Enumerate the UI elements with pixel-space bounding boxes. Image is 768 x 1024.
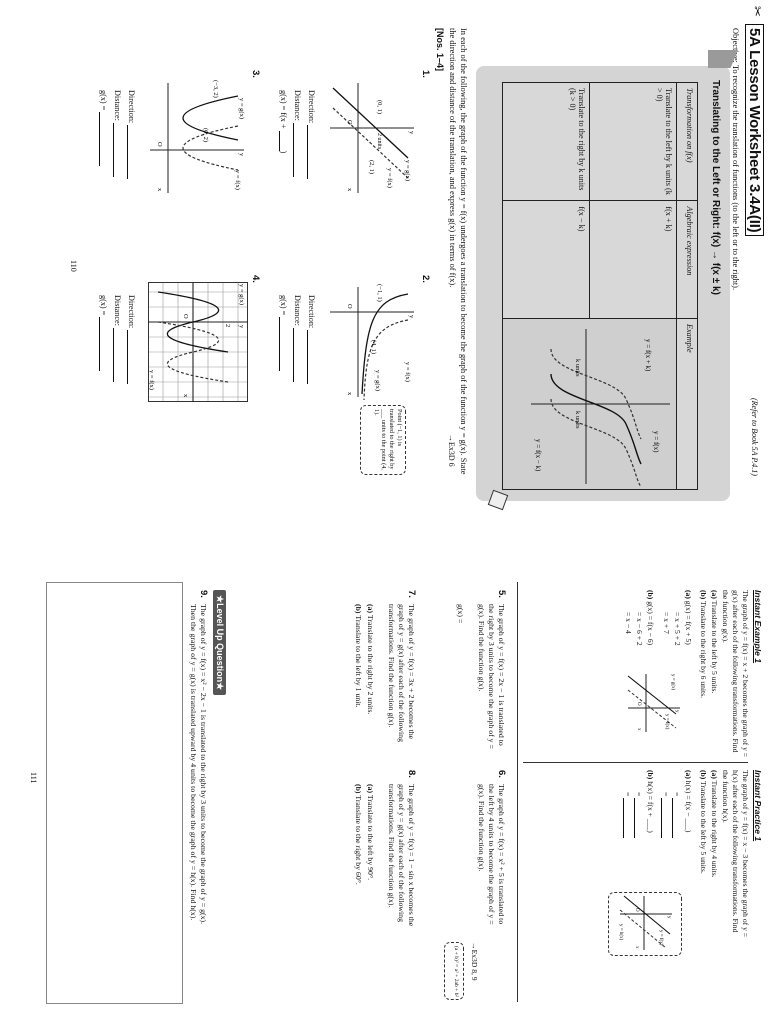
q2-curve-f: [362, 294, 408, 394]
example2-label: O: [634, 908, 639, 912]
example2-graph: [618, 894, 674, 952]
q1-label: x: [346, 188, 353, 192]
example1-part-b: (b) Translate to the right by 6 units.: [699, 590, 708, 699]
q1-line-g: [333, 88, 408, 158]
q8-part-a-text: Translate to the left by 90°.: [366, 794, 375, 881]
q3-direction-text: Direction:: [127, 90, 136, 124]
q8-part-a: (a) Translate to the left by 90°.: [366, 784, 375, 881]
q4-label: 2: [224, 324, 231, 328]
example2-sol-a-blank[interactable]: [661, 798, 670, 838]
q3-gx-label: [99, 90, 108, 166]
q3-curve-g: [183, 96, 238, 143]
example2-sol-b-line: h(x) = f(x + ___): [646, 781, 655, 833]
example1-label: x: [636, 728, 641, 731]
example-label: y = f(x − k): [533, 439, 542, 472]
question-number: 2.: [420, 275, 431, 283]
q3-label: y: [238, 153, 245, 157]
example1-sol-a-line: g(x) = f(x + 5): [684, 600, 693, 645]
example1-label: y = g(x): [670, 674, 675, 691]
example-curve-right: [551, 399, 641, 487]
q4-direction-text: Direction:: [127, 295, 136, 329]
question-number: 8.: [406, 770, 417, 778]
q4-direction-blank[interactable]: [127, 330, 136, 384]
example2-sol-b-line: [634, 792, 643, 838]
page-number: 110: [69, 260, 78, 272]
example-label: k units: [573, 359, 581, 377]
example2-label: x: [634, 946, 639, 949]
example1-text: The graph of y = f(x) = x + 2 becomes the graph of y = g(x) after each of the following transformations. Find the function g(x).: [721, 590, 750, 758]
page-number: 111: [29, 772, 38, 784]
example2-part-a: (a) Translate to the right by 4 units.: [710, 770, 719, 878]
q3-direction-label: [127, 90, 136, 179]
right-page: [0, 512, 768, 1024]
example-label: y = f(x + k): [643, 339, 652, 372]
example1-label: O: [636, 702, 641, 706]
section-divider: [517, 582, 518, 1002]
table-row: [589, 83, 676, 490]
example1-label: y: [674, 710, 679, 713]
example1-sol-a: (a) g(x) = f(x + 5): [684, 590, 693, 645]
q2-curve-g: [364, 320, 408, 400]
question-number: 5.: [496, 590, 507, 598]
example2-line-f: [624, 896, 670, 934]
example1-part-a-text: Translate to the left by 5 units.: [710, 600, 719, 694]
example-label: y = f(x): [651, 431, 660, 453]
example1-part-b-text: Translate to the right by 6 units.: [699, 601, 708, 699]
q3-distance-label: [113, 90, 122, 177]
q4-gx-blank[interactable]: [99, 317, 108, 371]
example1-sol-b-line: = x − 4: [624, 612, 633, 634]
example1-label: y = f(x): [664, 714, 669, 730]
example1-sol-a-line: = x + 7: [662, 612, 671, 634]
table-cell: Translate to the right by k units (k > 0): [503, 83, 590, 201]
table-header: Example: [676, 319, 697, 490]
q2-gx-text: g(x) =: [279, 295, 288, 316]
example-translation-graph: [526, 319, 676, 489]
q3-gx-blank[interactable]: [99, 112, 108, 166]
q9-text: The graph of y = f(x) = x² − 2x − 1 is translated to the right by 3 units to become the graph of y = g(x). Then the graph of y = g(x) is translated upward by 4 units to become the graph of y = h(x). Find h(x).: [188, 604, 208, 925]
table-header-row: [676, 83, 697, 490]
worksheet-title: [746, 24, 763, 236]
table-cell: Translate to the left by k units (k > 0): [589, 83, 676, 201]
q1-direction-text: Direction:: [307, 90, 316, 124]
q1-gx-text: g(x) = f(x +: [279, 90, 288, 129]
question-number: 1.: [420, 70, 431, 78]
q4-gx-text: g(x) =: [99, 295, 108, 316]
example1-sol-a-line: = x + 5 + 2: [673, 612, 682, 646]
example2-sol-b-eq: =: [623, 792, 633, 797]
q2-gx-blank[interactable]: [279, 317, 288, 371]
q1-label: y = f(x): [386, 168, 393, 188]
section-heading: Translating to the Left or Right: f(x) → f(x ± k): [710, 80, 721, 295]
q3-label: y = f(x): [234, 170, 241, 190]
q5-gx-label: g(x) =: [456, 604, 465, 624]
q1-label: 2 units: [376, 133, 382, 150]
example2-sol-b: (b) h(x) = f(x + ___): [646, 770, 655, 833]
q7-part-a: (a) Translate to the right by 2 units.: [366, 604, 375, 715]
q1-distance-label: [293, 90, 302, 177]
example2-sol-a: (a) h(x) = f(x − ___): [684, 770, 693, 833]
q9-answer-box: [46, 582, 183, 1004]
q1-gx-blank[interactable]: [279, 131, 288, 151]
example2-sol-b-blank[interactable]: [623, 798, 632, 838]
q6-ref: →Ex3D 8, 9: [470, 942, 479, 981]
q1-graph: [328, 78, 418, 198]
q4-distance-blank[interactable]: [113, 328, 122, 382]
q1-gx-label: g(x) = f(x + ): [279, 90, 288, 154]
q2-label: y = g(x): [374, 370, 381, 391]
q3-curve-f: [183, 126, 238, 170]
q3-label: (−3, 2): [212, 80, 219, 98]
example2-sol-a-eq: =: [661, 792, 671, 797]
q4-label: y = f(x): [148, 370, 155, 390]
q4-label: x: [182, 394, 189, 398]
question-number: 9.: [198, 590, 209, 598]
q6-hint-box: [444, 942, 464, 1000]
question-number: 6.: [496, 770, 507, 778]
q4-label: y: [238, 325, 245, 329]
example1-part-a: (a) Translate to the left by 5 units.: [710, 590, 719, 694]
question-number: 4.: [250, 275, 261, 283]
q2-direction-blank[interactable]: [307, 330, 316, 384]
q7-text: The graph of y = f(x) = 3x + 2 becomes the graph of y = g(x) after each of the following transformations. Find the function g(x).: [386, 604, 416, 742]
example2-text: The graph of y = f(x) = x − 3 becomes the graph of y = h(x) after each of the following transformations. Find the function h(x).: [721, 770, 750, 938]
example1-heading: Instant Example 1: [753, 590, 763, 664]
example2-label: y: [666, 916, 671, 919]
q3-label: x: [156, 188, 163, 192]
example2-sol-a-line: [661, 792, 670, 838]
example-curve-left: [551, 349, 641, 439]
instructions-ref: →Ex3D 6: [447, 434, 456, 467]
objective: Objective: To recognize the translation of functions (to the left or to the right).: [731, 28, 740, 291]
example2-sol-a-eq: =: [672, 792, 682, 797]
q4-gx-label: [99, 295, 108, 371]
q1-direction-label: [307, 90, 316, 179]
q2-label: y = f(x): [404, 362, 411, 382]
q2-distance-blank[interactable]: [293, 328, 302, 382]
example2-sol-a-line: [672, 792, 681, 838]
q7-part-a-text: Translate to the right by 2 units.: [366, 614, 375, 715]
example2-sol-b-blank[interactable]: [634, 798, 643, 838]
q2-label: x: [346, 392, 353, 396]
example1-graph: [626, 672, 682, 734]
example1-sol-b-line: g(x) = f(x − 6): [646, 601, 655, 646]
example1-sol-b-line: = x − 6 + 2: [635, 612, 644, 646]
q3-direction-blank[interactable]: [127, 125, 136, 179]
scissors-icon: ✂: [750, 6, 765, 17]
example2-part-b-text: Translate to the left by 5 units.: [699, 781, 708, 874]
example2-sol-a-blank[interactable]: [672, 798, 681, 838]
example-curve-original: [551, 374, 641, 464]
q1-distance-blank[interactable]: [293, 123, 302, 177]
q8-part-b: (b) Translate to the right by 60°.: [354, 784, 363, 885]
q2-distance-label: [293, 295, 302, 382]
q1-label: O: [346, 120, 353, 125]
translation-table: [502, 82, 698, 490]
q5-text: The graph of y = f(x) = 2x − 1 is translated to the right by 3 units to become the graph of y = g(x). Find the function g(x).: [476, 604, 506, 749]
example2-sol-b-eq: =: [634, 792, 644, 797]
question-range: [Nos. 1–4]: [435, 28, 445, 72]
q6-text: The graph of y = f(x) = x² + 5 is translated to the left by 4 units to become the graph of y = g(x). Find the function g(x).: [476, 784, 506, 925]
q8-text: The graph of y = f(x) = 1 − sin x becomes the graph of y = g(x) after each of the following transformations. Find the function g(x).: [386, 784, 416, 927]
level-up-badge: ★Level Up Question★: [213, 590, 226, 695]
q2-label: (4, 1): [370, 340, 377, 355]
q2-direction-text: Direction:: [307, 295, 316, 329]
q4-graph: [148, 282, 248, 402]
example2-part-a-text: Translate to the right by 4 units.: [710, 780, 719, 878]
q3-graph: [148, 78, 248, 198]
q2-distance-text: Distance:: [293, 295, 302, 326]
q1-direction-blank[interactable]: [307, 125, 316, 179]
example2-sol-a-line: h(x) = f(x − ___): [684, 780, 693, 833]
q4-distance-label: [113, 295, 122, 382]
q1-label: y: [408, 131, 415, 135]
example-label: k units: [573, 411, 581, 429]
example2-label: y = h(x): [618, 924, 623, 941]
q3-label: y = g(x): [238, 98, 245, 119]
question-number: 3.: [250, 70, 261, 78]
q8-part-b-text: Translate to the right by 60°.: [354, 795, 363, 885]
q2-gx-label: [279, 295, 288, 371]
example2-part-b: (b) Translate to the left by 5 units.: [699, 770, 708, 874]
column-divider: [523, 762, 748, 763]
q4-direction-label: [127, 295, 136, 384]
q2-hint-text: Point (−1, 1) is translated to the right by ___ units to the point (4, 1).: [372, 409, 403, 470]
q1-label: y = g(x): [404, 160, 411, 181]
example-graph-cell: [503, 319, 677, 490]
q2-hint-box: [360, 405, 406, 475]
q3-label: (0, 2): [202, 128, 209, 143]
q3-distance-text: Distance:: [113, 90, 122, 121]
q2-label: (−1, 1): [376, 284, 383, 302]
q2-direction-label: [307, 295, 316, 384]
q4-label: y = g(x): [238, 284, 245, 305]
q6-hint-text: (a + b)² = a² + 2ab + b²: [453, 946, 459, 998]
q2-graph: [328, 282, 418, 402]
q3-label: O: [156, 142, 163, 147]
example2-sol-b-line: [623, 792, 632, 838]
worksheet-title-text: 5A Lesson Worksheet 3.4A(II): [745, 24, 764, 236]
q4-distance-text: Distance:: [113, 295, 122, 326]
q1-distance-text: Distance:: [293, 90, 302, 121]
q4-frame: [149, 283, 248, 402]
example2-heading: Instant Practice 1: [753, 770, 763, 842]
example2-label: y = f(x): [658, 930, 663, 946]
q7-part-b-text: Translate to the left by 1 unit.: [354, 615, 363, 708]
q4-label: O: [182, 314, 189, 319]
question-number: 7.: [406, 590, 417, 598]
q1-label: (0, 1): [376, 100, 383, 115]
example1-sol-b: (b) g(x) = f(x − 6): [646, 590, 655, 646]
q7-part-b: (b) Translate to the left by 1 unit.: [354, 604, 363, 708]
q2-label: O: [346, 304, 353, 309]
q2-label: y: [408, 315, 415, 319]
q3-distance-blank[interactable]: [113, 123, 122, 177]
table-header: Algebraic expression: [676, 201, 697, 319]
instructions: In each of the following, the graph of the function y = f(x) undergoes a translation to become the graph of the function y = g(x). State the direction and distance of the translation, and express g(x) in terms of f(x).: [448, 28, 468, 475]
table-cell: f(x − k): [503, 201, 590, 319]
q1-label: (2, 1): [368, 160, 375, 175]
table-cell: f(x + k): [589, 201, 676, 319]
q3-gx-text: g(x) =: [99, 90, 108, 111]
table-header: Transformation on f(x): [676, 83, 697, 201]
book-reference: (Refer to Book 5A P.4.1): [750, 398, 759, 476]
